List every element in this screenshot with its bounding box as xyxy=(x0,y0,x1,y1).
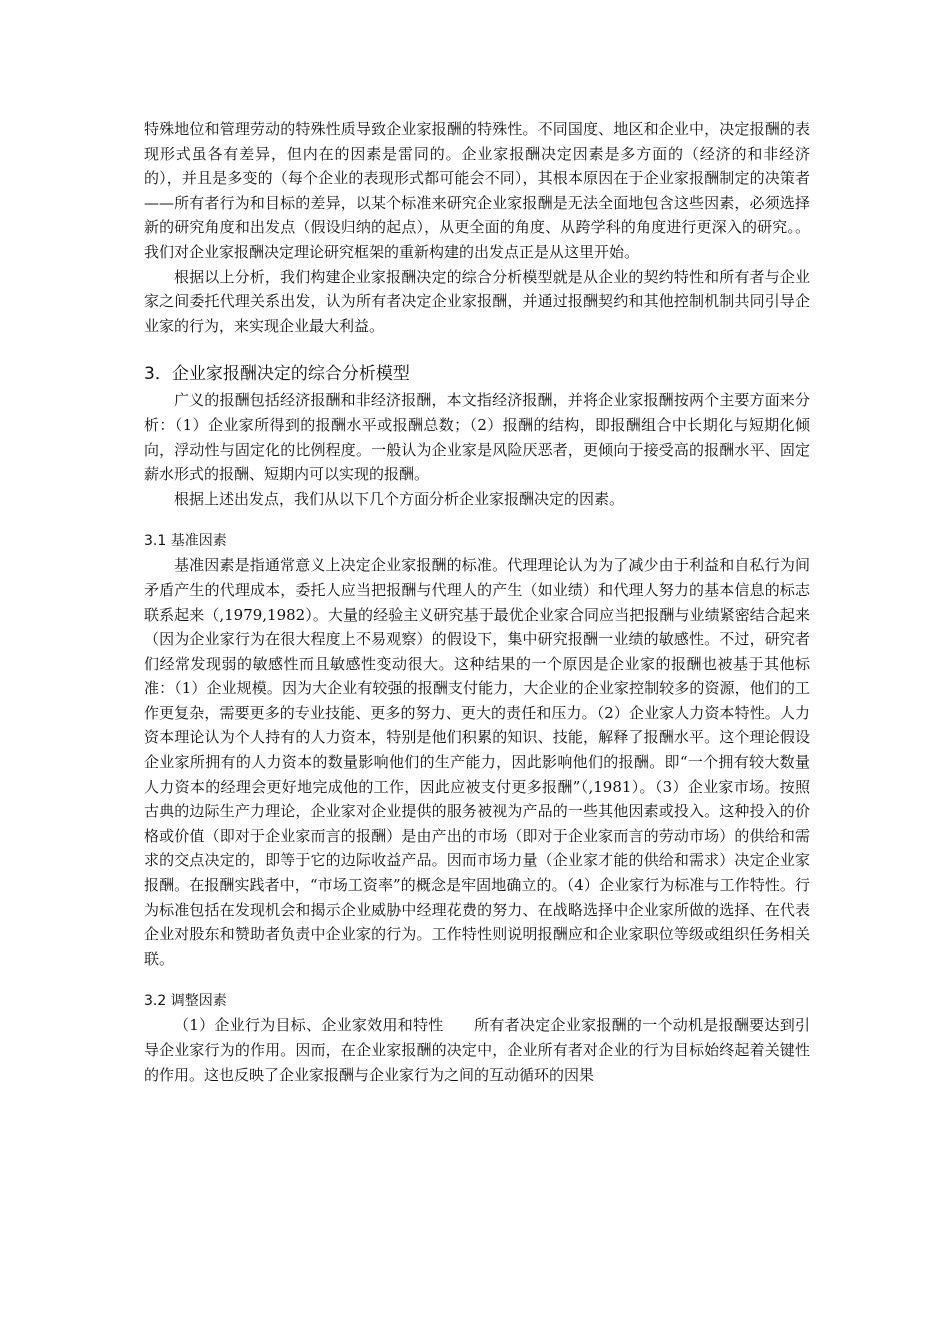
intro-paragraph-2: 根据以上分析，我们构建企业家报酬决定的综合分析模型就是从企业的契约特性和所有者与企业家之间委托代理关系出发，认为所有者决定企业家报酬，并通过报酬契约和其他控制机制共同引导企业家的行为，来实现企业最大利益。 xyxy=(144,267,810,335)
section-3-paragraph-2: 根据上述出发点，我们从以下几个方面分析企业家报酬决定的因素。 xyxy=(174,489,625,508)
spacer xyxy=(144,338,810,360)
intro-paragraph-1: 特殊地位和管理劳动的特殊性质导致企业家报酬的特殊性。不同国度、地区和企业中，决定报酬的表现形式虽各有差异，但内在的因素是雷同的。企业家报酬决定因素是多方面的（经济的和非经济的），并且是多变的（每个企业的表现形式都可能会不同），其根本原因在于企业家报酬制定的决策者——所有者行为和目标的差异，以某个标准来研究企业家报酬是无法全面地包含这些因素，必须选择新的研究角度和出发点（假设归纳的起点），从更全面的角度、从跨学科的角度进行更深入的研究。。我们对企业家报酬决定理论研究框架的重新构建的出发点正是从这里开始。 xyxy=(144,120,810,261)
section-3-2-paragraph: （1）企业行为目标、企业家效用和特性 所有者决定企业家报酬的一个动机是报酬要达到引导企业家行为的作用。因而，在企业家报酬的决定中，企业所有者对企业的行为目标始终起着关键性的作用。这也反映了企业家报酬与企业家行为之间的互动循环的因果 xyxy=(144,1016,810,1084)
section-3-paragraph-1: 广义的报酬包括经济报酬和非经济报酬，本文指经济报酬，并将企业家报酬按两个主要方面来分析：（1）企业家所得到的报酬水平或报酬总数；（2）报酬的结构，即报酬组合中长期化与短期化倾向，浮动性与固定化的比例程度。一般认为企业家是风险厌恶者，更倾向于接受高的报酬水平、固定薪水形式的报酬、短期内可以实现的报酬。 xyxy=(144,391,810,484)
spacer xyxy=(144,511,810,529)
section-3-2-heading: 3.2 调整因素 xyxy=(144,993,227,1010)
section-3-1-heading: 3.1 基准因素 xyxy=(144,533,227,550)
section-3-heading: 3．企业家报酬决定的综合分析模型 xyxy=(144,364,410,385)
section-3-1-paragraph: 基准因素是指通常意义上决定企业家报酬的标准。代理理论认为为了减少由于利益和自私行为间矛盾产生的代理成本，委托人应当把报酬与代理人的产生（如业绩）和代理人努力的基本信息的标志联系起来（,1979,1982）。大量的经验主义研究基于最优企业家合同应当把报酬与业绩紧密结合起来（因为企业家行为在很大程度上不易观察）的假设下，集中研究报酬一业绩的敏感性。不过，研究者们经常发现弱的敏感性而且敏感性变动很大。这种结果的一个原因是企业家的报酬也被基于其他标准：（1）企业规模。因为大企业有较强的报酬支付能力，大企业的企业家控制较多的资源，他们的工作更复杂，需要更多的专业技能、更多的努力、更大的责任和压力。（2）企业家人力资本特性。人力资本理论认为个人持有的人力资本，特别是他们积累的知识、技能，解释了报酬水平。这个理论假设企业家所拥有的人力资本的数量影响他们的生产能力，因此影响他们的报酬。即“一个拥有较大数量人力资本的经理会更好地完成他的工作，因此应被支付更多报酬”（,1981）。（3）企业家市场。按照古典的边际生产力理论，企业家对企业提供的服务被视为产品的一些其他因素或投入。这种投入的价格或价值（即对于企业家而言的报酬）是由产出的市场（即对于企业家而言的劳动市场）的供给和需求的交点决定的，即等于它的边际收益产品。因而市场力量（企业家才能的供给和需求）决定企业家报酬。在报酬实践者中，“市场工资率”的概念是牢固地确立的。（4）企业家行为标准与工作特性。行为标准包括在发现机会和揭示企业威胁中经理花费的努力、在战略选择中企业家所做的选择、在代表企业对股东和赞助者负责中企业家的行为。工作特性则说明报酬应和企业家职位等级或组织任务相关联。 xyxy=(144,556,810,968)
document-page xyxy=(144,117,810,1087)
spacer xyxy=(144,971,810,989)
